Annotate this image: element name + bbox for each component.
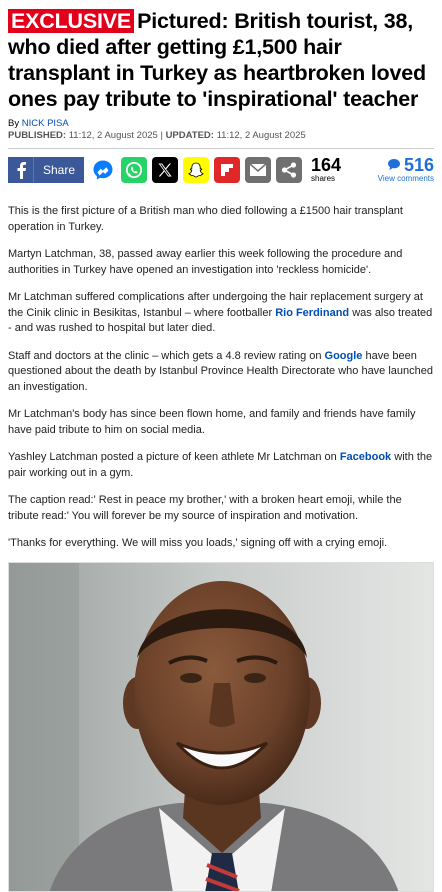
paragraph: [8, 349, 434, 396]
byline: [8, 118, 434, 142]
rio-ferdinand-link[interactable]: Rio Ferdinand: [275, 306, 350, 319]
snapchat-icon[interactable]: [183, 157, 209, 183]
whatsapp-icon[interactable]: [121, 157, 147, 183]
paragraph-text: Yashley Latchman posted a picture of keen athlete Mr Latchman on: [8, 451, 340, 463]
facebook-icon: [8, 157, 34, 183]
article-headline: [8, 8, 434, 112]
paragraph: [8, 450, 434, 481]
paragraph-text: have been questioned about the death by Istanbul Province Health Directorate who have launched an investigation.: [8, 349, 434, 393]
x-icon[interactable]: [152, 157, 178, 183]
author-link[interactable]: NICK PISA: [21, 118, 69, 129]
share-icon[interactable]: [276, 157, 302, 183]
updated-date: 11:12, 2 August 2025: [216, 130, 306, 141]
paragraph-text: Staff and doctors at the clinic – which gets a 4.8 review rating on: [8, 349, 325, 362]
share-label: Share: [34, 157, 84, 183]
article-body: [8, 204, 434, 552]
paragraph: Martyn Latchman, 38, passed away earlier this week following the procedure and authorities in Turkey have opened an investigation into 'reckless homicide'.: [8, 248, 403, 276]
published-label: PUBLISHED:: [8, 130, 67, 141]
paragraph: This is the first picture of a British man who died following a £1500 hair transplant operation in Turkey.: [8, 205, 403, 233]
share-count: [311, 156, 351, 184]
paragraph: [8, 290, 434, 337]
paragraph: Mr Latchman's body has since been flown home, and family and friends have family have paid tribute to him on social media.: [8, 408, 416, 436]
updated-label: UPDATED:: [165, 130, 214, 141]
messenger-icon[interactable]: [90, 157, 116, 183]
byline-by: By: [8, 118, 20, 129]
share-bar: [8, 156, 434, 184]
google-link[interactable]: Google: [324, 349, 363, 362]
paragraph-text: Mr Latchman suffered complications after undergoing the hair replacement surgery at the Cinik clinic in Besikitas, Istanbul – where footballer: [8, 291, 423, 319]
headline-text: Pictured: British tourist, 38, who died after getting £1,500 hair transplant in Turkey as heartbroken loved ones pay tribute to 'inspirational' teacher: [8, 9, 426, 111]
email-icon[interactable]: [245, 157, 271, 183]
share-count-number: 164: [311, 155, 342, 175]
flipboard-icon[interactable]: [214, 157, 240, 183]
paragraph-text: with the pair working out in a gym.: [8, 451, 433, 479]
view-comments-label: View comments: [377, 174, 434, 183]
byline-separator: |: [160, 130, 163, 141]
article-photo[interactable]: [8, 562, 434, 892]
paragraph-text: was also treated - and was rushed to hospital but later died.: [8, 306, 433, 334]
paragraph: 'Thanks for everything. We will miss you loads,' signing off with a crying emoji.: [8, 537, 388, 549]
view-comments-link[interactable]: [378, 156, 434, 184]
facebook-share-button[interactable]: [8, 157, 84, 183]
divider: [8, 148, 434, 149]
comment-count: 516: [403, 155, 434, 175]
facebook-link[interactable]: Facebook: [339, 451, 392, 463]
paragraph: The caption read:' Rest in peace my brother,' with a broken heart emoji, while the tribute read:' You will forever be my source of inspiration and motivation.: [8, 494, 402, 522]
exclusive-badge: EXCLUSIVE: [8, 9, 134, 33]
share-count-label: shares: [311, 174, 336, 183]
comment-bubble-icon: [387, 156, 401, 174]
published-date: 11:12, 2 August 2025: [68, 130, 158, 141]
